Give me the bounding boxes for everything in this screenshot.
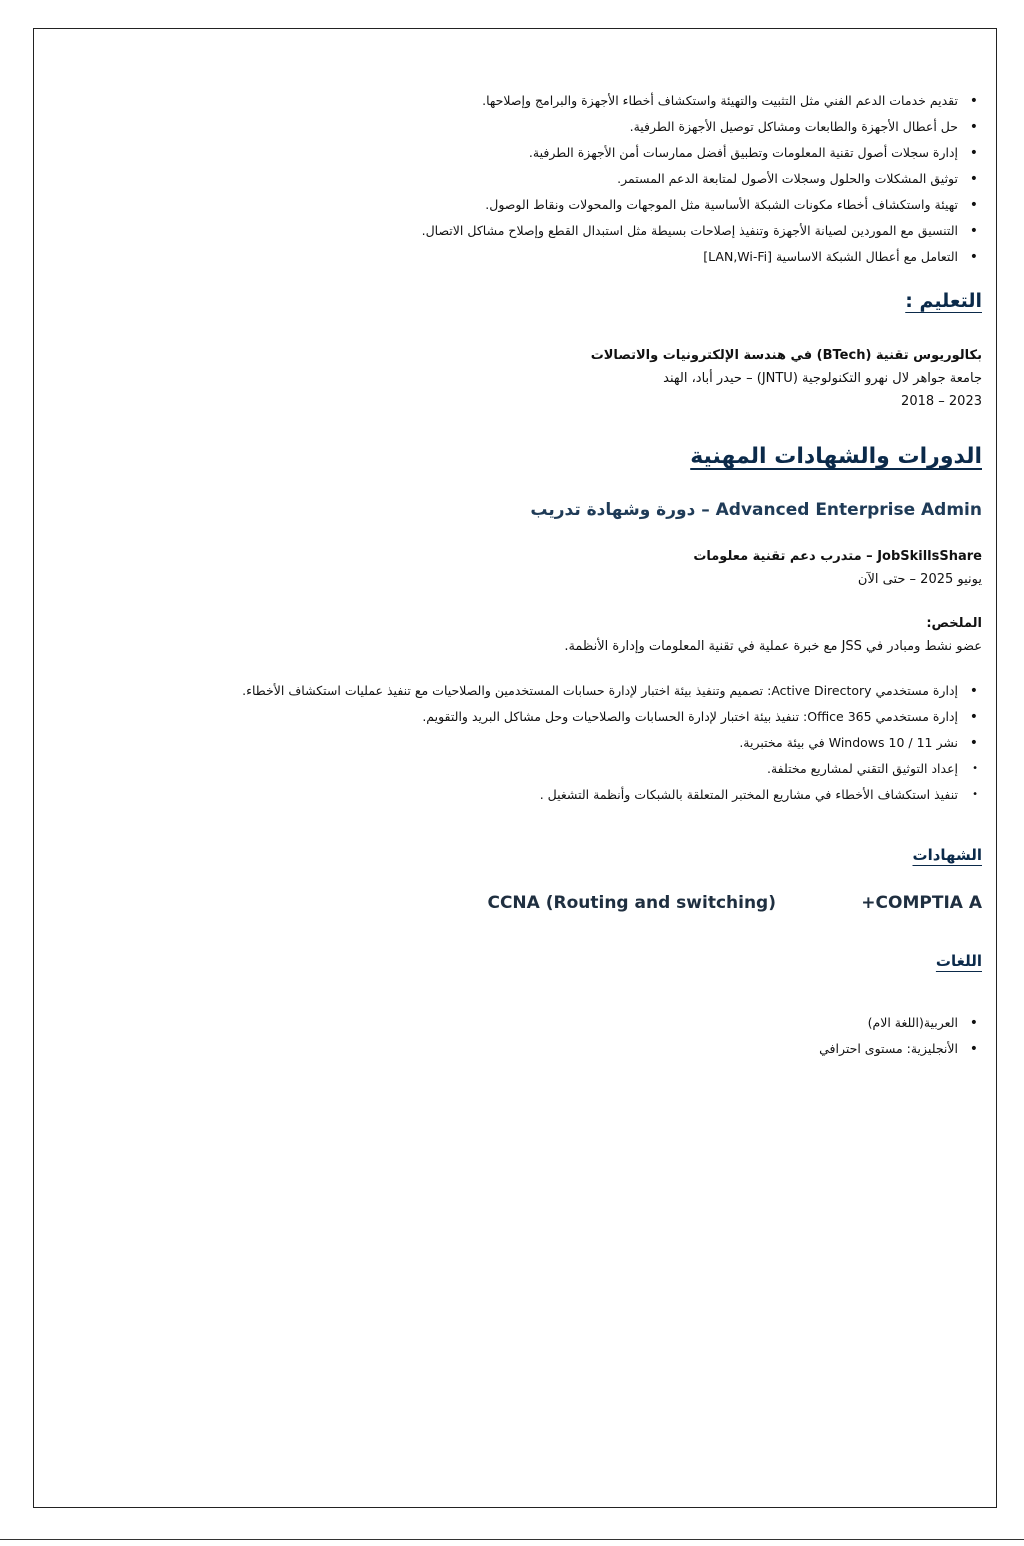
page-bottom-divider xyxy=(0,1539,1024,1540)
courses-section xyxy=(690,444,982,469)
summary-label: الملخص: xyxy=(926,616,982,631)
languages-section xyxy=(936,952,982,970)
degree-title: بكالوريوس تقنية (BTech) في هندسة الإلكترونيات والاتصالات xyxy=(590,348,982,363)
languages-heading: اللغات xyxy=(935,952,982,970)
course-title: Advanced Enterprise Admin – دورة وشهادة تدريب xyxy=(530,500,982,520)
list-item: • إدارة سجلات أصول تقنية المعلومات وتطبيق أفضل ممارسات أمن الأجهزة الطرفية. xyxy=(528,145,978,161)
experience-bullet-list xyxy=(422,88,982,270)
list-item: • تنفيذ استكشاف الأخطاء في مشاريع المختبر المتعلقة بالشبكات وأنظمة التشغيل . xyxy=(539,787,978,802)
certifications-section xyxy=(913,846,983,864)
summary-text: عضو نشط ومبادر في JSS مع خبرة عملية في تقنية المعلومات وإدارة الأنظمة. xyxy=(564,639,982,654)
languages-list xyxy=(819,1010,982,1062)
education-heading: التعليم : xyxy=(905,290,982,312)
course-period: يونيو 2025 – حتى الآن xyxy=(857,572,982,587)
list-item: • إعداد التوثيق التقني لمشاريع مختلفة. xyxy=(766,761,978,776)
course-bullet-list xyxy=(242,678,982,808)
list-item: • تهيئة واستكشاف أخطاء مكونات الشبكة الأساسية مثل الموجهات والمحولات ونقاط الوصول. xyxy=(485,197,978,213)
course-bullets-block xyxy=(242,678,982,808)
languages-list-block xyxy=(819,1010,982,1062)
education-section xyxy=(905,290,982,312)
certifications-heading: الشهادات xyxy=(912,846,982,864)
list-item: • تقديم خدمات الدعم الفني مثل التثبيت والتهيئة واستكشاف أخطاء الأجهزة والبرامج وإصلاحها. xyxy=(482,93,978,109)
list-item: • حل أعطال الأجهزة والطابعات ومشاكل توصيل الأجهزة الطرفية. xyxy=(629,119,978,135)
certification-item-comptia: +COMPTIA A xyxy=(861,893,982,913)
certification-item-ccna: CCNA (Routing and switching) xyxy=(487,893,776,913)
list-item: • نشر Windows 10 / 11 في بيئة مختبرية. xyxy=(739,735,978,751)
list-item: • الأنجليزية: مستوى احترافي xyxy=(819,1041,978,1057)
courses-heading: الدورات والشهادات المهنية xyxy=(690,444,982,469)
list-item: • إدارة مستخدمي Office 365: تنفيذ بيئة اختبار لإدارة الحسابات والصلاحيات وحل مشاكل البريد والتقويم. xyxy=(422,709,978,725)
list-item: • التنسيق مع الموردين لصيانة الأجهزة وتنفيذ إصلاحات بسيطة مثل استبدال القطع وإصلاح مشاكل الاتصال. xyxy=(421,223,978,239)
list-item: • توثيق المشكلات والحلول وسجلات الأصول لمتابعة الدعم المستمر. xyxy=(617,171,978,187)
experience-section xyxy=(422,88,982,270)
list-item: • التعامل مع أعطال الشبكة الاساسية [LAN,Wi-Fi] xyxy=(703,249,978,265)
list-item: • العربية(اللغة الام) xyxy=(867,1015,978,1031)
education-years: 2023 – 2018 xyxy=(901,394,982,409)
education-details xyxy=(591,344,982,413)
course-summary-block xyxy=(564,612,982,658)
list-item: • إدارة مستخدمي Active Directory: تصميم وتنفيذ بيئة اختبار لإدارة حسابات المستخدمين والصلاحيات مع تنفيذ عمليات استكشاف الأخطاء. xyxy=(242,683,978,699)
course-block xyxy=(530,500,982,520)
course-role: JobSkillsShare – متدرب دعم تقنية معلومات xyxy=(693,549,982,564)
university-name: جامعة جواهر لال نهرو التكنولوجية (JNTU) – حيدر أباد، الهند xyxy=(663,371,982,386)
course-role-block xyxy=(693,545,982,591)
